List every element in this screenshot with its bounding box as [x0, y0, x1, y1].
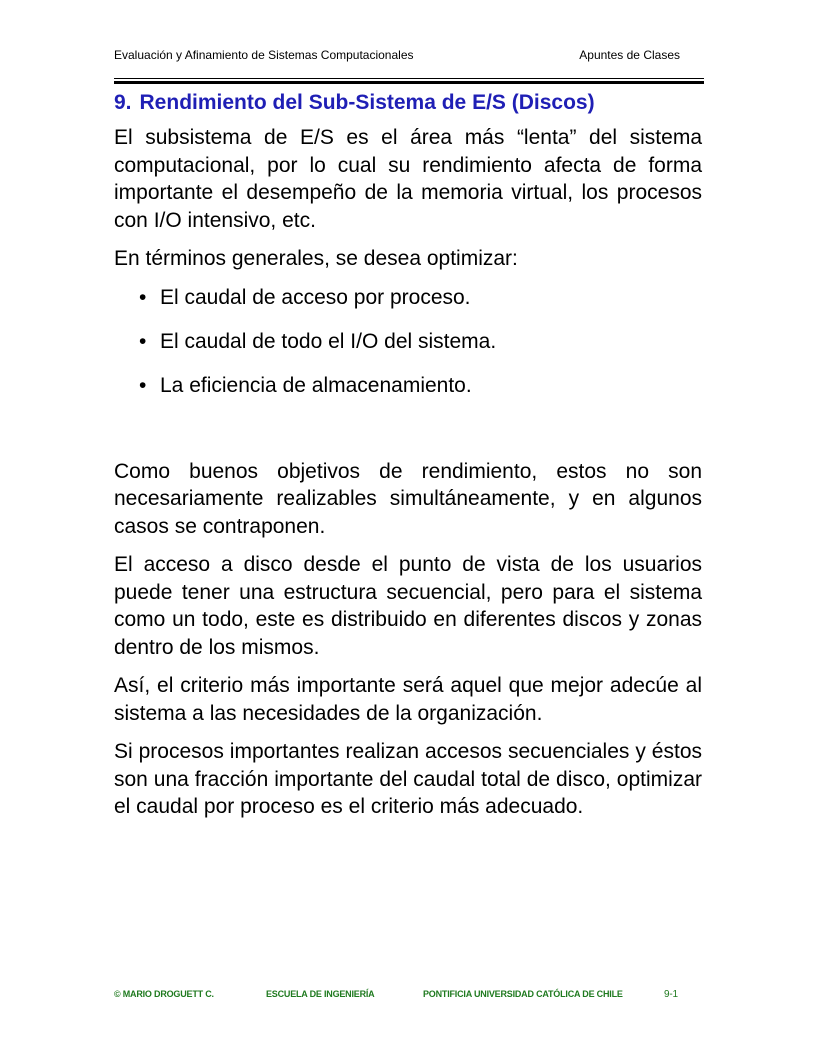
list-item-text: La eficiencia de almacenamiento.: [160, 373, 472, 397]
bullet-icon: •: [139, 329, 147, 353]
header-notes-label: Apuntes de Clases: [579, 48, 680, 62]
footer-page-number: 9-1: [664, 989, 678, 1000]
paragraph-sequential: Si procesos importantes realizan accesos secuenciales y éstos son una fracción importante del caudal total de disco, optimizar el caudal por proceso es el criterio más adecuado.: [114, 740, 702, 818]
page-footer: [114, 989, 684, 1003]
header-divider-thin: [114, 78, 704, 79]
paragraph-intro: El subsistema de E/S es el área más “lenta” del sistema computacional, por lo cual su rendimiento afecta de forma importante el desempeño de la memoria virtual, los procesos con I/O intensivo, etc.: [114, 126, 702, 232]
page-body: [114, 88, 702, 832]
bullet-icon: •: [139, 285, 147, 309]
list-item: [114, 284, 702, 312]
header-course-title: Evaluación y Afinamiento de Sistemas Computacionales: [114, 48, 414, 62]
section-title: Rendimiento del Sub-Sistema de E/S (Discos): [139, 91, 595, 114]
page-header: [114, 47, 680, 63]
header-divider-thick: [114, 81, 704, 84]
bullet-icon: •: [139, 373, 147, 397]
paragraph-objectives: Como buenos objetivos de rendimiento, estos no son necesariamente realizables simultáneamente, y en algunos casos se contraponen.: [114, 459, 702, 538]
section-heading: [114, 88, 702, 118]
vertical-spacer: [114, 416, 702, 458]
list-item: [114, 328, 702, 356]
paragraph-optimize-lead: En términos generales, se desea optimizar:: [114, 247, 518, 270]
paragraph-disk-access: El acceso a disco desde el punto de vista de los usuarios puede tener una estructura secuencial, pero para el sistema como un todo, este es distribuido en diferentes discos y zonas dentro de los mismos.: [114, 553, 702, 659]
list-item: [114, 372, 702, 400]
section-number: 9.: [114, 91, 132, 114]
footer-school: ESCUELA DE INGENIERÍA: [266, 989, 375, 999]
paragraph-criterion: Así, el criterio más importante será aquel que mejor adecúe al sistema a las necesidades de la organización.: [114, 674, 702, 725]
list-item-text: El caudal de todo el I/O del sistema.: [160, 329, 497, 353]
optimization-goals-list: [114, 284, 702, 400]
list-item-text: El caudal de acceso por proceso.: [160, 285, 471, 309]
footer-university: PONTIFICIA UNIVERSIDAD CATÓLICA DE CHILE: [423, 989, 623, 999]
footer-author: © MARIO DROGUETT C.: [114, 989, 214, 999]
